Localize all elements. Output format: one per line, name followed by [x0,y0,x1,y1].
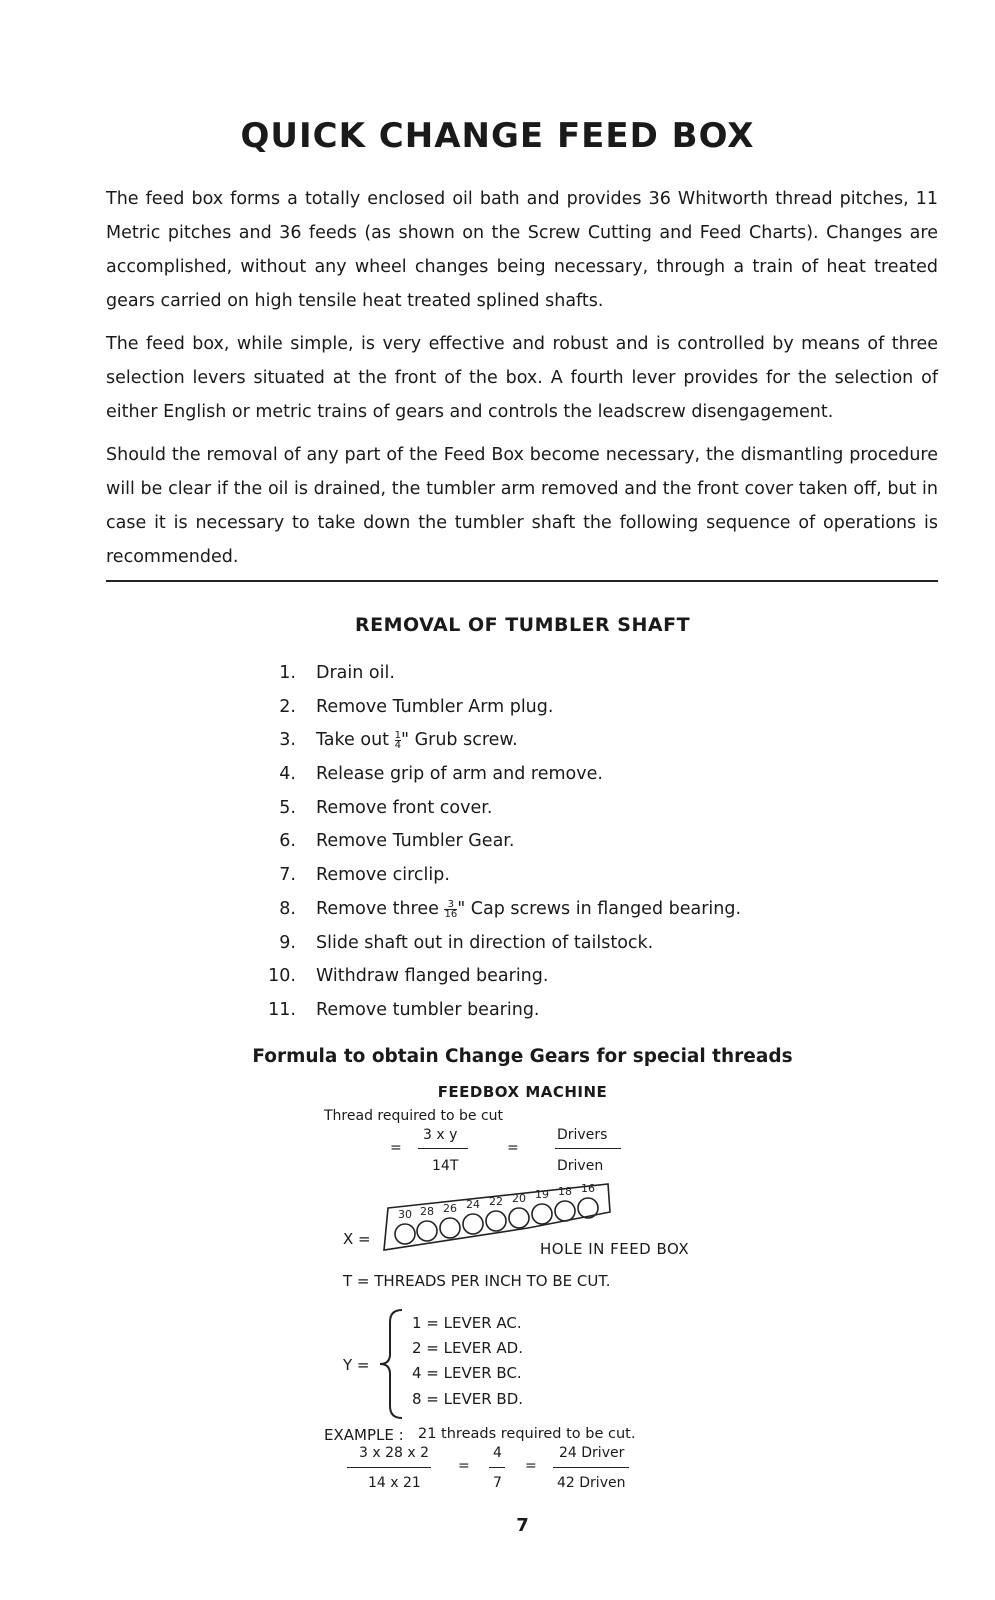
brace-icon [378,1308,406,1420]
fraction-numerator: 3 [444,900,457,910]
hole-number: 16 [581,1182,595,1195]
hole-number: 24 [466,1198,480,1211]
hole-28 [417,1221,437,1241]
step-text-post: " Grub screw. [400,730,518,751]
hole-16 [578,1198,598,1218]
y-option: 1 = LEVER AC. [412,1314,522,1332]
fraction-denominator: 16 [444,908,458,920]
hole-24 [463,1214,483,1234]
step-text-pre: Take out [316,730,395,751]
hole-number: 26 [443,1202,457,1215]
fraction-denominator: 4 [394,740,401,752]
hole-18 [555,1201,575,1221]
step-number: 8. [279,898,296,919]
list-item [260,994,741,1028]
step-number: 9. [279,932,296,953]
intro-paragraph: The feed box forms a totally enclosed oil bath and provides 36 Whitworth thread pitches, 11 Metric pitches and 36 feeds (as shown on the Screw Cutting and Feed Charts). Changes are accomplished, without any wheel changes being necessary, through a train of heat treated gears carried on high tensile heat treated splined shafts. [106,189,938,311]
step-text: Withdraw flanged bearing. [316,966,549,987]
hole-caption: HOLE IN FEED BOX [540,1240,690,1258]
fraction-bar [553,1467,629,1468]
example-denominator: 14 x 21 [368,1475,421,1491]
equals-sign: = [390,1140,402,1156]
t-definition: T = THREADS PER INCH TO BE CUT. [343,1272,611,1290]
hole-26 [440,1218,460,1238]
list-item [260,927,741,961]
fraction-bar [489,1467,505,1468]
list-item [260,825,741,859]
y-option: 4 = LEVER BC. [412,1364,522,1382]
step-number: 7. [279,865,296,886]
hole-number: 18 [558,1185,572,1198]
list-item [260,960,741,994]
hole-30 [395,1224,415,1244]
thread-required-label: Thread required to be cut [324,1108,504,1124]
page-title: QUICK CHANGE FEED BOX [240,116,755,156]
driven-label: Driven [557,1158,604,1174]
example-numerator: 3 x 28 x 2 [359,1445,429,1461]
example-numerator: 4 [493,1445,502,1461]
section-divider [106,580,938,582]
step-number: 11. [268,999,296,1020]
example-label: EXAMPLE : [324,1426,404,1444]
step-text: Remove tumbler bearing. [316,999,540,1020]
fraction-numerator: 1 [394,730,401,742]
step-number: 3. [279,730,296,751]
page-number: 7 [516,1515,529,1536]
hole-number: 28 [420,1205,434,1218]
step-text: Slide shaft out in direction of tailstock. [316,932,654,953]
hole-19 [532,1204,552,1224]
formula-heading: Formula to obtain Change Gears for special threads [252,1046,793,1067]
controls-paragraph: The feed box, while simple, is very effective and robust and is controlled by means of three selection levers situated at the front of the box. A fourth lever provides for the selection of either English or metric trains of gears and controls the leadscrew disengagement. [106,334,938,422]
hole-20 [509,1208,529,1228]
example-text: 21 threads required to be cut. [418,1426,636,1442]
step-text: Remove Tumbler Arm plug. [316,696,554,717]
step-text: Drain oil. [316,663,395,683]
step-number: 5. [279,797,296,818]
list-item [260,758,741,792]
step-number: 4. [279,764,296,785]
step-number: 10. [268,966,296,987]
removal-heading: REMOVAL OF TUMBLER SHAFT [354,614,691,636]
fraction-bar [347,1467,431,1468]
step-number: 2. [279,696,296,717]
example-numerator: 24 Driver [559,1445,625,1461]
step-text: Remove front cover. [316,797,493,818]
y-option: 2 = LEVER AD. [412,1339,523,1357]
step-text-pre: Remove three [316,898,445,919]
hole-number: 30 [398,1208,412,1221]
step-number: 6. [279,831,296,852]
hole-number: 19 [535,1188,549,1201]
step-number: 1. [279,663,296,683]
hole-number: 22 [489,1195,503,1208]
fraction-bar [555,1148,621,1149]
x-label: X = [343,1230,371,1248]
dismantling-paragraph: Should the removal of any part of the Feed Box become necessary, the dismantling procedure will be clear if the oil is drained, the tumbler arm removed and the front cover taken off, but in case it is necessary to take down the tumbler shaft the following sequence of operations is recommended. [106,445,938,567]
step-text: Remove Tumbler Gear. [316,831,515,852]
list-item [260,724,741,758]
step-text-post: " Cap screws in flanged bearing. [457,898,742,919]
list-item [260,691,741,725]
equals-sign: = [458,1458,470,1474]
example-denominator: 42 Driven [557,1475,626,1491]
step-text: Remove circlip. [316,865,450,886]
formula-denominator: 14T [432,1158,459,1174]
list-item [260,792,741,826]
formula-numerator: 3 x y [423,1127,458,1143]
step-text: Release grip of arm and remove. [316,764,603,785]
equals-sign: = [507,1140,519,1156]
y-label: Y = [343,1356,370,1374]
fraction [444,900,457,919]
equals-sign: = [525,1458,537,1474]
list-item [260,859,741,893]
fraction-bar [418,1148,468,1149]
removal-steps-list [260,657,741,1028]
y-option: 8 = LEVER BD. [412,1390,524,1408]
list-item [260,657,741,691]
list-item [260,893,741,927]
example-denominator: 7 [493,1475,502,1491]
drivers-label: Drivers [557,1127,608,1143]
hole-number: 20 [512,1192,526,1205]
hole-22 [486,1211,506,1231]
machine-heading: FEEDBOX MACHINE [437,1083,608,1101]
